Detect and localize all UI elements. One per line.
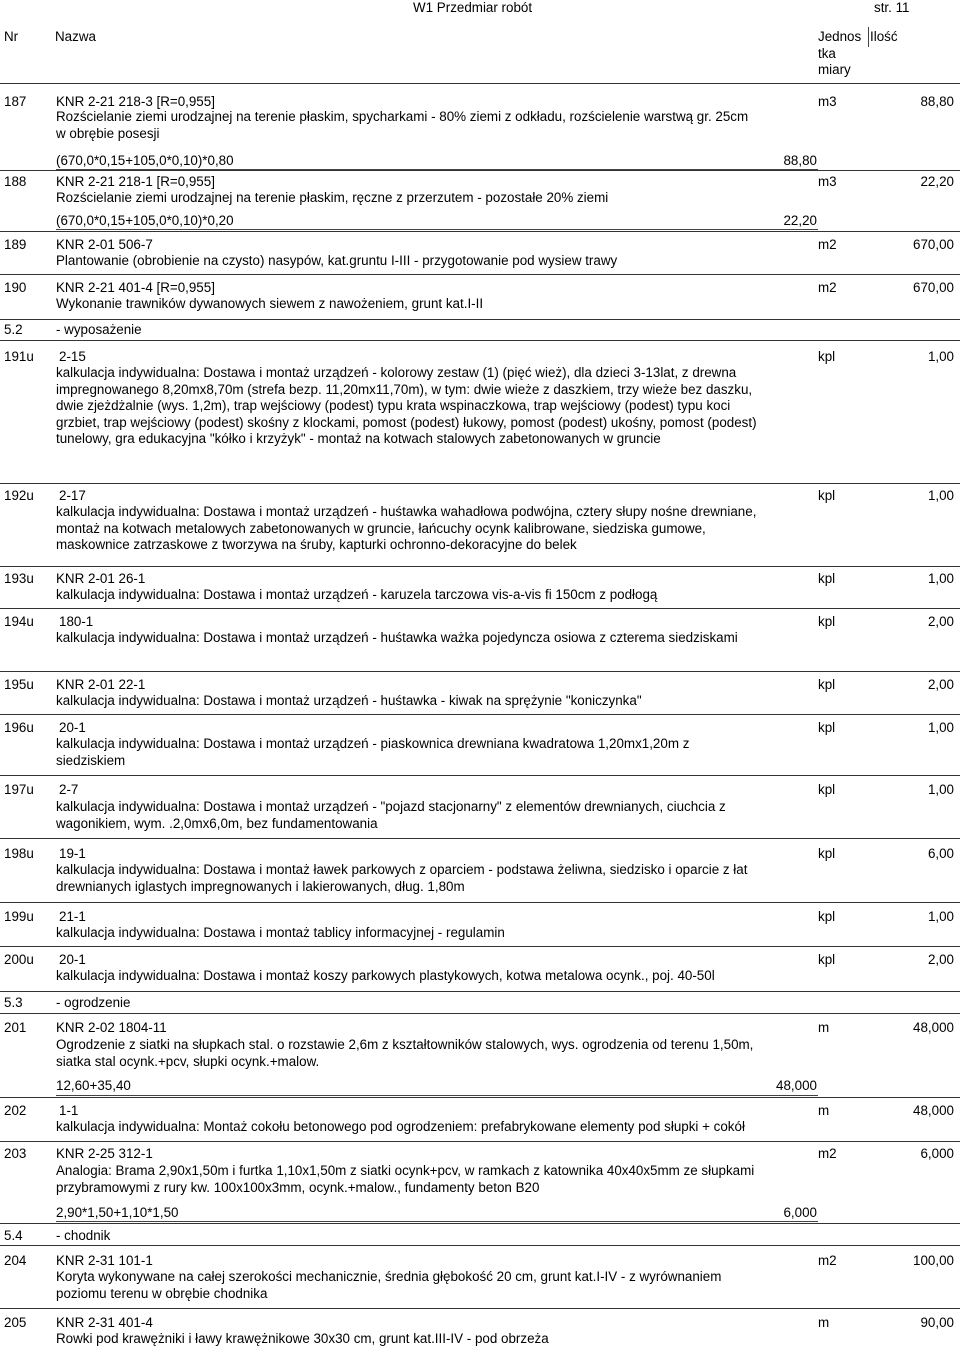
row-unit: kpl <box>818 846 836 861</box>
row-code: KNR 2-31 101-1 <box>56 1253 153 1268</box>
row-nr: 200u <box>4 952 34 967</box>
row-qty: 1,00 <box>927 720 954 735</box>
formula-underline <box>56 1221 818 1222</box>
row-separator <box>0 1245 960 1246</box>
row-qty: 6,00 <box>927 846 954 861</box>
row-description: kalkulacja indywidualna: Dostawa i montaż urządzeń - "pojazd stacjonarny" z elementów drewnianych, ciuchcia z wagonikiem, wym. .2,0mx6,0m, bez fundamentowania <box>56 799 726 831</box>
row-qty: 670,00 <box>913 237 954 252</box>
row-description: Analogia: Brama 2,90x1,50m i furtka 1,10x1,50m z siatki ocynk+pcv, w ramkach z katownika 40x40x5mm ze słupkami przybramowymi z rury kw. 100x100x3mm, ocynk.+malow., fundamenty beton B20 <box>56 1163 755 1195</box>
row-qty: 1,00 <box>927 488 954 503</box>
row-separator <box>0 1308 960 1309</box>
row-qty: 6,000 <box>920 1146 954 1161</box>
row-subtotal: 48,000 <box>776 1078 817 1093</box>
row-formula: 12,60+35,40 <box>56 1078 131 1093</box>
row-description: kalkulacja indywidualna: Dostawa i montaż ławek parkowych z oparciem - podstawa żeliwna, siedzisko i oparcie z łat drewnianych iglastych impregnowanych i lakierowanych, dług. 1,80m <box>56 862 748 894</box>
row-code: 1-1 <box>59 1103 79 1118</box>
row-unit: m <box>818 1020 830 1035</box>
row-nr: 191u <box>4 349 34 364</box>
section-name: - chodnik <box>56 1228 111 1243</box>
row-separator <box>0 319 960 320</box>
row-description: Koryta wykonywane na całej szerokości mechanicznie, średnia głębokość 20 cm, grunt kat.I-IV - z wyrównaniem poziomu terenu w obrębie chodnika <box>56 1269 722 1301</box>
row-description: kalkulacja indywidualna: Dostawa i montaż urządzeń - huśtawka ważka pojedyncza osiowa z czterema siedziskami <box>56 630 738 645</box>
row-unit: kpl <box>818 677 836 692</box>
row-separator <box>0 231 960 232</box>
row-separator <box>0 608 960 609</box>
header-name: Nazwa <box>55 29 96 44</box>
row-separator <box>0 1097 960 1098</box>
row-code: KNR 2-25 312-1 <box>56 1146 153 1161</box>
row-nr: 194u <box>4 614 34 629</box>
row-unit: m2 <box>818 1146 837 1161</box>
row-unit: m2 <box>818 280 837 295</box>
row-description: kalkulacja indywidualna: Dostawa i montaż urządzeń - kolorowy zestaw (1) (pięć wież), dla dzieci 3-13lat, z drewna impregnowanego 8,20mx8,70m (strefa bezp. 11,20mx11,70m), w tym: dwie wieże z daszkiem, trzy wieże bez daszku, dwie zjeżdżalnie (wys. 1,2m), trap wejściowy (podest) typu krata wspinaczkowa, trap wejściowy (podest) typu koci grzbiet, trap wejściowy (podest) skośny z klockami, pomost (podest) łukowy, pomost (podest) ukośny, pomost (podest) tunelowy, gra edukacyjna "kółko i krzyżyk" - montaż na kotwach stalowych zabetonowanych w gruncie <box>56 365 757 446</box>
row-unit: m2 <box>818 1253 837 1268</box>
row-nr: 197u <box>4 782 34 797</box>
row-separator <box>0 483 960 484</box>
row-description: Plantowanie (obrobienie na czysto) nasypów, kat.gruntu I-III - przygotowanie pod wysiew trawy <box>56 253 618 268</box>
row-code: 20-1 <box>59 952 86 967</box>
header-qty: Ilość <box>870 29 898 44</box>
row-nr: 201 <box>4 1020 27 1035</box>
section-name: - wyposażenie <box>56 322 142 337</box>
row-unit: m <box>818 1315 830 1330</box>
row-code: 20-1 <box>59 720 86 735</box>
row-qty: 670,00 <box>913 280 954 295</box>
formula-underline <box>56 229 818 230</box>
row-qty: 1,00 <box>927 571 954 586</box>
row-separator <box>0 340 960 341</box>
row-nr: 187 <box>4 94 27 109</box>
row-qty: 22,20 <box>920 174 954 189</box>
row-code: KNR 2-01 26-1 <box>56 571 146 586</box>
formula-underline <box>56 1095 818 1096</box>
row-code: KNR 2-01 506-7 <box>56 237 153 252</box>
row-nr: 202 <box>4 1103 27 1118</box>
row-nr: 193u <box>4 571 34 586</box>
row-formula: (670,0*0,15+105,0*0,10)*0,80 <box>56 153 234 168</box>
row-unit: kpl <box>818 614 836 629</box>
row-description: kalkulacja indywidualna: Dostawa i montaż tablicy informacyjnej - regulamin <box>56 925 505 940</box>
row-unit: kpl <box>818 909 836 924</box>
row-unit: kpl <box>818 349 836 364</box>
row-code: 19-1 <box>59 846 86 861</box>
row-nr: 192u <box>4 488 34 503</box>
row-code: KNR 2-02 1804-11 <box>56 1020 167 1035</box>
row-qty: 88,80 <box>920 94 954 109</box>
row-formula: 2,90*1,50+1,10*1,50 <box>56 1205 179 1220</box>
row-subtotal: 88,80 <box>783 153 817 168</box>
row-nr: 190 <box>4 280 27 295</box>
row-description: Rozścielanie ziemi urodzajnej na terenie płaskim, ręczne z przerzutem - pozostałe 20% ziemi <box>56 190 609 205</box>
section-nr: 5.2 <box>4 322 23 337</box>
row-nr: 189 <box>4 237 27 252</box>
row-separator <box>0 775 960 776</box>
row-code: 2-15 <box>59 349 86 364</box>
row-code: KNR 2-21 218-3 [R=0,955] <box>56 94 215 109</box>
row-code: 2-17 <box>59 488 86 503</box>
row-description: kalkulacja indywidualna: Dostawa i montaż koszy parkowych plastykowych, kotwa metalowa ocynk., poj. 40-50l <box>56 968 715 983</box>
row-qty: 2,00 <box>927 614 954 629</box>
row-code: KNR 2-31 401-4 <box>56 1315 153 1330</box>
row-qty: 1,00 <box>927 782 954 797</box>
row-unit: kpl <box>818 571 836 586</box>
row-unit: m3 <box>818 174 837 189</box>
row-unit: kpl <box>818 782 836 797</box>
row-description: Wykonanie trawników dywanowych siewem z nawożeniem, grunt kat.I-II <box>56 296 484 311</box>
row-qty: 2,00 <box>927 677 954 692</box>
row-separator <box>0 274 960 275</box>
row-description: kalkulacja indywidualna: Dostawa i montaż urządzeń - piaskownica drewniana kwadratowa 1,20mx1,20m z siedziskiem <box>56 736 690 768</box>
section-nr: 5.3 <box>4 995 23 1010</box>
header-unit: Jednos tka miary <box>818 29 862 77</box>
row-code: KNR 2-21 401-4 [R=0,955] <box>56 280 215 295</box>
row-code: 2-7 <box>59 782 79 797</box>
row-qty: 48,000 <box>913 1103 954 1118</box>
row-separator <box>0 838 960 839</box>
header-nr: Nr <box>4 29 19 44</box>
row-separator <box>0 1013 960 1014</box>
section-name: - ogrodzenie <box>56 995 131 1010</box>
row-subtotal: 6,000 <box>783 1205 817 1220</box>
row-nr: 205 <box>4 1315 27 1330</box>
row-unit: m2 <box>818 237 837 252</box>
row-unit: kpl <box>818 488 836 503</box>
row-qty: 2,00 <box>927 952 954 967</box>
header-separator <box>0 83 960 84</box>
row-code: 180-1 <box>59 614 94 629</box>
row-nr: 203 <box>4 1146 27 1161</box>
document-title: W1 Przedmiar robót <box>413 0 533 15</box>
row-nr: 196u <box>4 720 34 735</box>
row-unit: m3 <box>818 94 837 109</box>
row-description: kalkulacja indywidualna: Dostawa i montaż urządzeń - huśtawka - kiwak na sprężynie "koniczynka" <box>56 693 642 708</box>
row-description: kalkulacja indywidualna: Dostawa i montaż urządzeń - karuzela tarczowa vis-a-vis fi 150cm z podłogą <box>56 587 658 602</box>
row-separator <box>0 714 960 715</box>
row-description: Ogrodzenie z siatki na słupkach stal. o rozstawie 2,6m z kształtowników stalowych, wys. ogrodzenia od terenu 1,50m, siatka stal ocynk.+pcv, słupki ocynk.+malow. <box>56 1037 754 1069</box>
row-code: KNR 2-01 22-1 <box>56 677 146 692</box>
row-nr: 188 <box>4 174 27 189</box>
section-nr: 5.4 <box>4 1228 23 1243</box>
row-separator <box>0 946 960 947</box>
row-qty: 90,00 <box>920 1315 954 1330</box>
row-nr: 199u <box>4 909 34 924</box>
row-separator <box>0 902 960 903</box>
row-formula: (670,0*0,15+105,0*0,10)*0,20 <box>56 213 234 228</box>
row-code: 21-1 <box>59 909 86 924</box>
row-nr: 198u <box>4 846 34 861</box>
row-nr: 204 <box>4 1253 27 1268</box>
row-description: kalkulacja indywidualna: Dostawa i montaż urządzeń - huśtawka wahadłowa podwójna, cztery słupy nośne drewniane, montaż na kotwach metalowych zabetonowanych w gruncie, łańcuchy ocynk kalibrowane, siedziska gumowe, maskownice zatrzaskowe z tworzywa na śruby, kapturki ochronno-dekoracyjne do belek <box>56 504 757 552</box>
row-separator <box>0 566 960 567</box>
row-description: kalkulacja indywidualna: Montaż cokołu betonowego pod ogrodzeniem: prefabrykowane elementy pod słupki + cokół <box>56 1119 745 1134</box>
row-subtotal: 22,20 <box>783 213 817 228</box>
row-unit: m <box>818 1103 830 1118</box>
row-unit: kpl <box>818 720 836 735</box>
row-qty: 100,00 <box>913 1253 954 1268</box>
row-description: Rozścielanie ziemi urodzajnej na terenie płaskim, spycharkami - 80% ziemi z odkładu, rozścielenie warstwą gr. 25cm w obrębie posesji <box>56 109 749 141</box>
row-qty: 1,00 <box>927 909 954 924</box>
page-number: str. 11 <box>874 0 910 15</box>
row-code: KNR 2-21 218-1 [R=0,955] <box>56 174 215 189</box>
row-description: Rowki pod krawężniki i ławy krawężnikowe 30x30 cm, grunt kat.III-IV - pod obrzeża <box>56 1331 549 1346</box>
row-separator <box>0 991 960 992</box>
row-separator <box>0 671 960 672</box>
row-nr: 195u <box>4 677 34 692</box>
header-column-divider <box>868 27 869 47</box>
row-separator <box>0 170 960 171</box>
row-unit: kpl <box>818 952 836 967</box>
row-qty: 48,000 <box>913 1020 954 1035</box>
row-separator <box>0 1223 960 1224</box>
row-separator <box>0 1141 960 1142</box>
row-qty: 1,00 <box>927 349 954 364</box>
